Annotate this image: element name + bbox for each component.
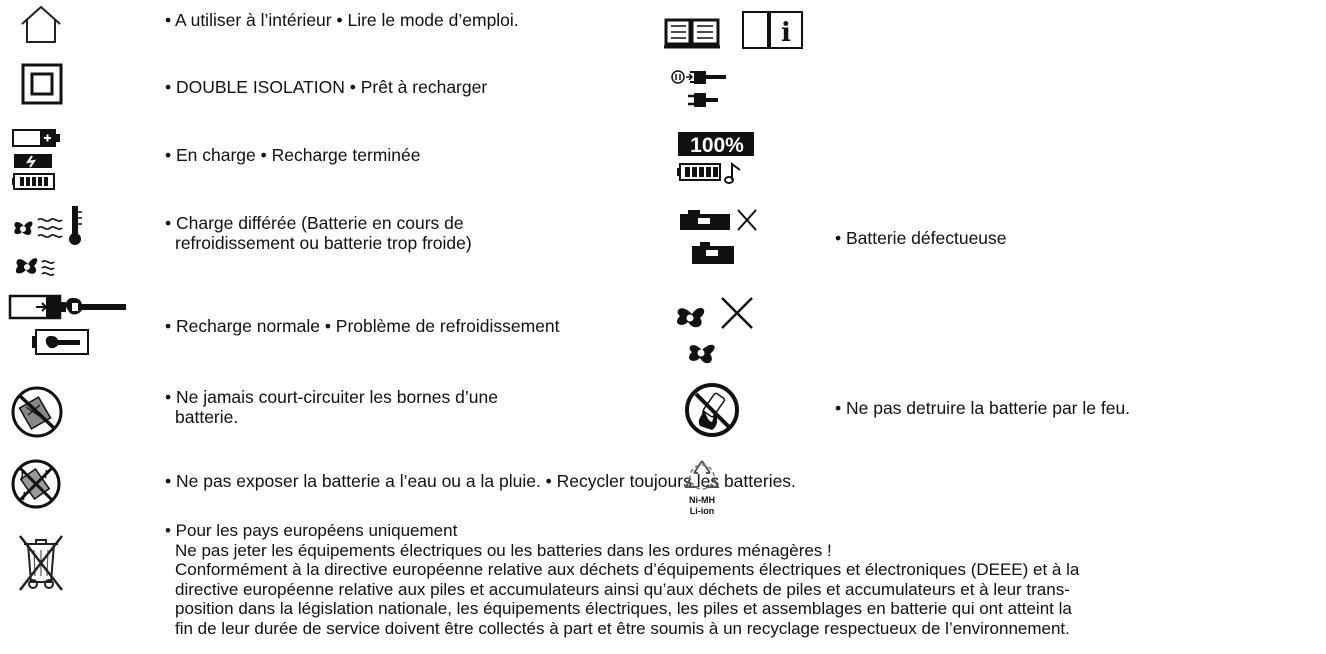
weee-line4: position dans la législation nationale, les équipements électriques, les piles et assemblages en batterie qui ont atteint la <box>175 599 1072 619</box>
info-manual-icon <box>740 8 806 52</box>
battery-defective-icon <box>678 206 762 268</box>
short-circuit-line2: batterie. <box>175 407 239 427</box>
weee-line3: directive européenne relative aux piles et accumulateurs ainsi qu’aux déchets de piles et accumulateurs et à leur trans- <box>175 579 1070 599</box>
weee-notice <box>165 521 1315 639</box>
weee-heading: • Pour les pays européens uniquement <box>165 521 458 540</box>
delayed-charge-line1: • Charge différée (Batterie en cours de <box>165 213 464 233</box>
indoor-use-text: • A utiliser à l’intérieur • Lire le mode d’emploi. <box>165 10 519 30</box>
short-circuit-line1: • Ne jamais court-circuiter les bornes d’une <box>165 387 498 407</box>
house-icon <box>18 4 64 44</box>
defective-battery-text: • Batterie défectueuse <box>835 228 1007 248</box>
recycle-icon <box>680 457 724 519</box>
crossed-bin-icon <box>16 532 66 592</box>
fan-cross-icon <box>672 292 768 368</box>
weee-line2: Conformément à la directive européenne relative aux déchets d’équipements électriques et électroniques (DEEE) et à la <box>175 560 1080 580</box>
no-fire-icon <box>684 382 740 438</box>
book-icon <box>662 14 722 50</box>
plug-ready-icon <box>670 68 734 112</box>
svg-text:Li-ion: Li-ion <box>689 506 715 516</box>
svg-text:i: i <box>781 18 791 48</box>
no-water-icon <box>10 458 62 510</box>
battery-charging-stack-icon <box>10 126 76 192</box>
cooling-problem-text: • Recharge normale • Problème de refroidissement <box>165 316 560 336</box>
weee-line1: Ne pas jeter les équipements électriques ou les batteries dans les ordures ménagères ! <box>175 540 832 560</box>
short-circuit-text <box>165 387 498 427</box>
charging-status-text: • En charge • Recharge terminée <box>165 145 421 165</box>
water-recycle-text: • Ne pas exposer la batterie a l’eau ou a la pluie. • Recycler toujours les batteries. <box>165 471 796 491</box>
svg-text:Ni-MH: Ni-MH <box>689 495 715 505</box>
battery-full-icon <box>676 130 758 186</box>
battery-wrench-icon <box>6 292 130 358</box>
double-insulation-text: • DOUBLE ISOLATION • Prêt à recharger <box>165 77 488 97</box>
no-short-circuit-icon <box>10 385 64 439</box>
no-fire-text: • Ne pas detruire la batterie par le feu. <box>835 398 1131 418</box>
double-insulation-icon <box>20 62 64 106</box>
svg-text:100%: 100% <box>690 134 744 157</box>
fan-thermometer-icon <box>8 204 88 286</box>
weee-line5: fin de leur durée de service doivent être collectés à part et être soumis à un recyclage respectueux de l’environnement. <box>175 618 1070 638</box>
delayed-charge-line2: refroidissement ou batterie trop froide) <box>175 233 472 253</box>
delayed-charge-text <box>165 213 472 253</box>
